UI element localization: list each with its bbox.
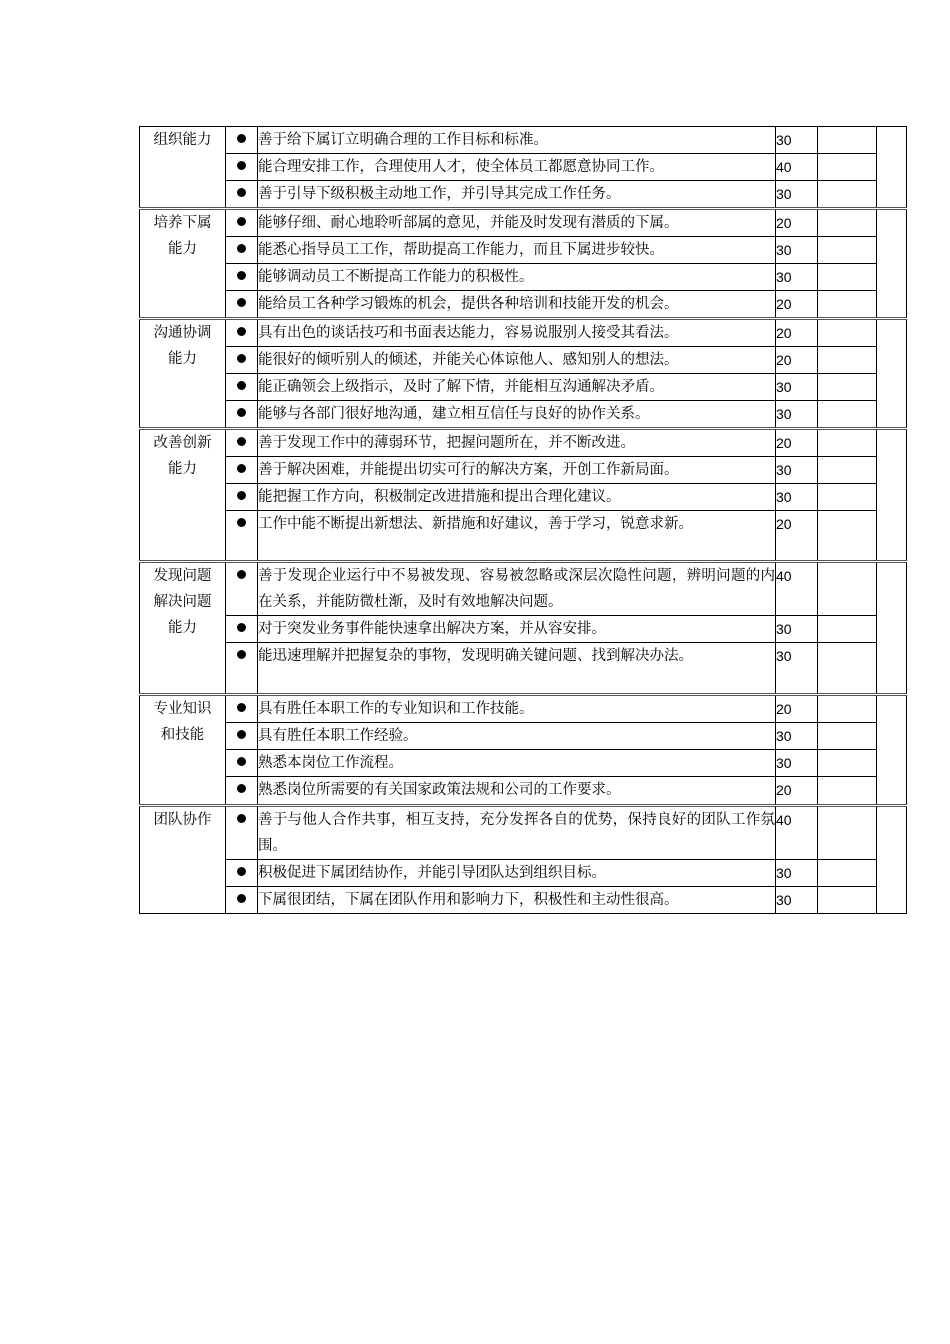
table-row: [140, 750, 907, 777]
bullet-dot-icon: [237, 894, 246, 903]
rating-cell[interactable]: [818, 401, 877, 429]
category-label-line: 组织能力: [153, 132, 212, 148]
bullet-cell: [226, 750, 258, 777]
rating-cell[interactable]: [818, 695, 877, 723]
rating-cell[interactable]: [818, 237, 877, 264]
bullet-dot-icon: [237, 491, 246, 500]
category-cell: [140, 429, 226, 562]
bullet-cell: [226, 616, 258, 643]
bullet-dot-icon: [237, 217, 246, 226]
bullet-cell: [226, 695, 258, 723]
bullet-dot-icon: [237, 867, 246, 876]
evaluation-table-body: [140, 127, 907, 914]
rating-cell[interactable]: [818, 347, 877, 374]
bullet-dot-icon: [237, 408, 246, 417]
category-label-line: 能力: [168, 241, 197, 257]
rating-cell[interactable]: [818, 127, 877, 154]
bullet-cell: [226, 887, 258, 914]
criterion-text: 能迅速理解并把握复杂的事物，发现明确关键问题、找到解决办法。: [258, 643, 776, 695]
category-label-line: 改善创新: [153, 435, 212, 451]
max-score: 30: [776, 860, 818, 887]
max-score: 30: [776, 723, 818, 750]
rating-cell[interactable]: [818, 750, 877, 777]
criterion-text: 工作中能不断提出新想法、新措施和好建议，善于学习，锐意求新。: [258, 511, 776, 562]
criterion-text: 积极促进下属团结协作，并能引导团队达到组织目标。: [258, 860, 776, 887]
rating-cell[interactable]: [818, 806, 877, 860]
bullet-dot-icon: [237, 381, 246, 390]
criterion-text: 善于解决困难，并能提出切实可行的解决方案，开创工作新局面。: [258, 457, 776, 484]
rating-cell[interactable]: [818, 511, 877, 562]
max-score: 30: [776, 181, 818, 209]
criterion-text: 能很好的倾听别人的倾述，并能关心体谅他人、感知别人的想法。: [258, 347, 776, 374]
table-row: [140, 887, 907, 914]
table-row: [140, 806, 907, 860]
criterion-text: 能给员工各种学习锻炼的机会，提供各种培训和技能开发的机会。: [258, 291, 776, 319]
group-total-cell[interactable]: [877, 209, 907, 319]
category-label-line: 发现问题: [153, 568, 212, 584]
category-label-line: 解决问题: [153, 594, 212, 610]
bullet-dot-icon: [237, 570, 246, 579]
category-cell: [140, 127, 226, 209]
max-score: 30: [776, 401, 818, 429]
table-row: [140, 181, 907, 209]
bullet-cell: [226, 181, 258, 209]
max-score: 30: [776, 457, 818, 484]
bullet-cell: [226, 806, 258, 860]
max-score: 30: [776, 237, 818, 264]
bullet-dot-icon: [237, 188, 246, 197]
rating-cell[interactable]: [818, 616, 877, 643]
table-row: [140, 484, 907, 511]
bullet-cell: [226, 209, 258, 237]
group-total-cell[interactable]: [877, 695, 907, 806]
bullet-cell: [226, 237, 258, 264]
evaluation-table: [139, 126, 907, 914]
table-row: [140, 374, 907, 401]
table-row: [140, 777, 907, 806]
criterion-text: 熟悉岗位所需要的有关国家政策法规和公司的工作要求。: [258, 777, 776, 806]
category-label-line: 培养下属: [153, 215, 212, 231]
criterion-text: 熟悉本岗位工作流程。: [258, 750, 776, 777]
category-label-line: 专业知识: [153, 701, 212, 717]
max-score: 20: [776, 429, 818, 457]
bullet-cell: [226, 291, 258, 319]
max-score: 20: [776, 511, 818, 562]
criterion-text: 能够仔细、耐心地聆听部属的意见，并能及时发现有潜质的下属。: [258, 209, 776, 237]
group-total-cell[interactable]: [877, 127, 907, 209]
criterion-text: 善于引导下级积极主动地工作，并引导其完成工作任务。: [258, 181, 776, 209]
criterion-text: 善于发现企业运行中不易被发现、容易被忽略或深层次隐性问题，辨明问题的内在关系，并能防微杜渐，及时有效地解决问题。: [258, 562, 776, 616]
rating-cell[interactable]: [818, 209, 877, 237]
bullet-dot-icon: [237, 244, 246, 253]
rating-cell[interactable]: [818, 429, 877, 457]
rating-cell[interactable]: [818, 562, 877, 616]
max-score: 30: [776, 887, 818, 914]
criterion-text: 善于与他人合作共事，相互支持，充分发挥各自的优势，保持良好的团队工作氛围。: [258, 806, 776, 860]
rating-cell[interactable]: [818, 291, 877, 319]
category-label-line: 团队协作: [153, 812, 212, 828]
rating-cell[interactable]: [818, 154, 877, 181]
max-score: 30: [776, 616, 818, 643]
max-score: 30: [776, 264, 818, 291]
bullet-dot-icon: [237, 814, 246, 823]
table-row: [140, 291, 907, 319]
category-cell: [140, 695, 226, 806]
bullet-cell: [226, 457, 258, 484]
bullet-cell: [226, 511, 258, 562]
bullet-cell: [226, 484, 258, 511]
bullet-cell: [226, 562, 258, 616]
table-row: [140, 264, 907, 291]
criterion-text: 善于发现工作中的薄弱环节，把握问题所在，并不断改进。: [258, 429, 776, 457]
bullet-dot-icon: [237, 623, 246, 632]
max-score: 30: [776, 750, 818, 777]
max-score: 20: [776, 209, 818, 237]
bullet-dot-icon: [237, 518, 246, 527]
table-row: [140, 723, 907, 750]
criterion-text: 具有出色的谈话技巧和书面表达能力，容易说服别人接受其看法。: [258, 319, 776, 347]
rating-cell[interactable]: [818, 777, 877, 806]
criterion-text: 具有胜任本职工作的专业知识和工作技能。: [258, 695, 776, 723]
max-score: 30: [776, 127, 818, 154]
category-label-line: 和技能: [160, 727, 205, 743]
rating-cell[interactable]: [818, 181, 877, 209]
bullet-dot-icon: [237, 354, 246, 363]
criterion-text: 具有胜任本职工作经验。: [258, 723, 776, 750]
category-label-line: 沟通协调: [153, 325, 212, 341]
bullet-dot-icon: [237, 298, 246, 307]
max-score: 20: [776, 777, 818, 806]
bullet-cell: [226, 374, 258, 401]
group-total-cell[interactable]: [877, 562, 907, 695]
rating-cell[interactable]: [818, 887, 877, 914]
bullet-cell: [226, 643, 258, 695]
table-row: [140, 209, 907, 237]
bullet-dot-icon: [237, 730, 246, 739]
table-row: [140, 511, 907, 562]
bullet-dot-icon: [237, 437, 246, 446]
bullet-dot-icon: [237, 134, 246, 143]
category-label-line: 能力: [168, 461, 197, 477]
criterion-text: 下属很团结，下属在团队作用和影响力下，积极性和主动性很高。: [258, 887, 776, 914]
rating-cell[interactable]: [818, 723, 877, 750]
max-score: 30: [776, 643, 818, 695]
bullet-cell: [226, 264, 258, 291]
bullet-cell: [226, 777, 258, 806]
table-row: [140, 429, 907, 457]
table-row: [140, 401, 907, 429]
rating-cell[interactable]: [818, 319, 877, 347]
table-row: [140, 860, 907, 887]
max-score: 20: [776, 695, 818, 723]
max-score: 30: [776, 484, 818, 511]
category-cell: [140, 319, 226, 429]
category-label-line: 能力: [168, 620, 197, 636]
bullet-cell: [226, 429, 258, 457]
bullet-dot-icon: [237, 271, 246, 280]
bullet-dot-icon: [237, 464, 246, 473]
criterion-text: 能合理安排工作，合理使用人才，使全体员工都愿意协同工作。: [258, 154, 776, 181]
max-score: 40: [776, 154, 818, 181]
max-score: 20: [776, 291, 818, 319]
table-row: [140, 237, 907, 264]
category-cell: [140, 209, 226, 319]
bullet-dot-icon: [237, 784, 246, 793]
bullet-cell: [226, 127, 258, 154]
group-total-cell[interactable]: [877, 806, 907, 914]
rating-cell[interactable]: [818, 457, 877, 484]
bullet-dot-icon: [237, 703, 246, 712]
bullet-dot-icon: [237, 650, 246, 659]
table-row: [140, 616, 907, 643]
bullet-cell: [226, 860, 258, 887]
bullet-cell: [226, 319, 258, 347]
max-score: 20: [776, 319, 818, 347]
table-row: [140, 695, 907, 723]
rating-cell[interactable]: [818, 374, 877, 401]
table-row: [140, 319, 907, 347]
table-row: [140, 643, 907, 695]
rating-cell[interactable]: [818, 860, 877, 887]
rating-cell[interactable]: [818, 484, 877, 511]
bullet-dot-icon: [237, 757, 246, 766]
category-cell: [140, 806, 226, 914]
table-row: [140, 127, 907, 154]
criterion-text: 对于突发业务事件能快速拿出解决方案，并从容安排。: [258, 616, 776, 643]
criterion-text: 能够与各部门很好地沟通，建立相互信任与良好的协作关系。: [258, 401, 776, 429]
table-row: [140, 347, 907, 374]
bullet-cell: [226, 401, 258, 429]
bullet-cell: [226, 154, 258, 181]
criterion-text: 能把握工作方向，积极制定改进措施和提出合理化建议。: [258, 484, 776, 511]
table-row: [140, 457, 907, 484]
max-score: 20: [776, 347, 818, 374]
table-row: [140, 562, 907, 616]
max-score: 40: [776, 562, 818, 616]
group-total-cell[interactable]: [877, 319, 907, 429]
criterion-text: 能悉心指导员工工作，帮助提高工作能力，而且下属进步较快。: [258, 237, 776, 264]
bullet-dot-icon: [237, 161, 246, 170]
criterion-text: 能够调动员工不断提高工作能力的积极性。: [258, 264, 776, 291]
criterion-text: 善于给下属订立明确合理的工作目标和标准。: [258, 127, 776, 154]
bullet-cell: [226, 347, 258, 374]
criterion-text: 能正确领会上级指示，及时了解下情，并能相互沟通解决矛盾。: [258, 374, 776, 401]
bullet-dot-icon: [237, 327, 246, 336]
group-total-cell[interactable]: [877, 429, 907, 562]
max-score: 30: [776, 374, 818, 401]
bullet-cell: [226, 723, 258, 750]
category-label-line: 能力: [168, 351, 197, 367]
rating-cell[interactable]: [818, 643, 877, 695]
rating-cell[interactable]: [818, 264, 877, 291]
max-score: 40: [776, 806, 818, 860]
category-cell: [140, 562, 226, 695]
table-row: [140, 154, 907, 181]
